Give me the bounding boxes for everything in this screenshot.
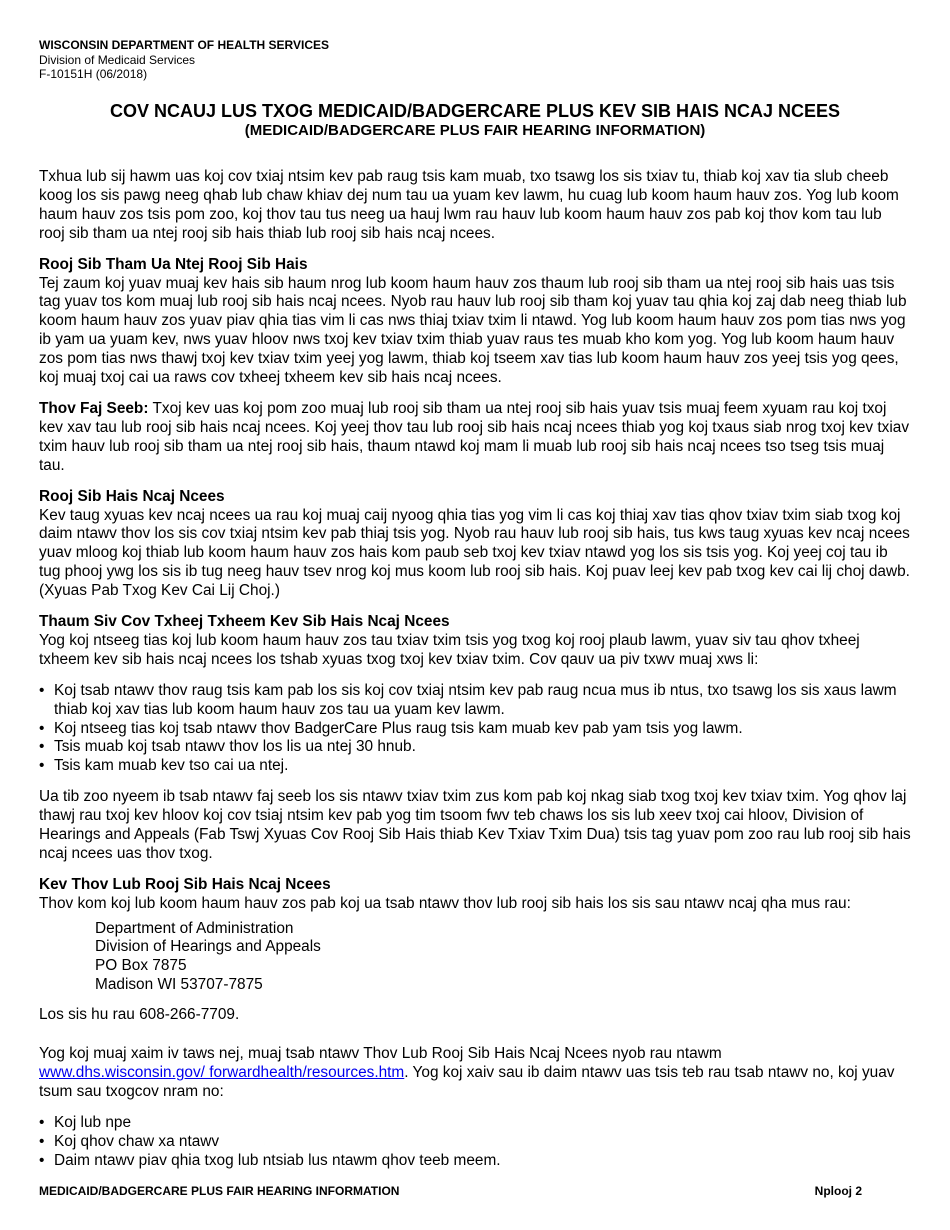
phone-paragraph: Los sis hu rau 608-266-7709. [39,1006,240,1024]
address-line: PO Box 7875 [95,956,187,974]
page-number: Nplooj 2 [814,1184,862,1198]
form-text-after: . Yog koj xaiv sau ib daim ntawv uas tsis teb rau tsab ntawv no, koj yuav tsum sau txogcov nram no: [39,1063,895,1100]
resources-link[interactable]: www.dhs.wisconsin.gov/ forwardhealth/resources.htm [39,1063,405,1081]
fair-hearing-heading: Rooj Sib Hais Ncaj Ncees [39,487,225,505]
address-line: Department of Administration [95,919,294,937]
request-list [39,1114,911,1171]
list-item: • Daim ntawv piav qhia txog lub ntsiab lus ntawm qhov teeb meem. [39,1152,911,1171]
title-subtitle: (MEDICAID/BADGERCARE PLUS FAIR HEARING INFORMATION) [244,122,706,139]
form-paragraph [39,1045,911,1102]
document-header [39,38,329,82]
list-item: • Koj tsab ntawv thov raug tsis kam pab los sis koj cov txiaj ntsim kev pab raug ncua mus ib ntus, txo tsawg los sis xaus lawm thiab koj xav tias lub koom haum hauv zos tau ua yuam kev lawm. [39,682,911,720]
request-heading: Kev Thov Lub Rooj Sib Hais Ncaj Ncees [39,875,331,893]
org-name: WISCONSIN DEPARTMENT OF HEALTH SERVICES [39,38,330,52]
note-paragraph [39,400,911,476]
intro-paragraph: Txhua lub sij hawm uas koj cov txiaj ntsim kev pab raug tsis kam muab, txo tsawg los sis txiav tu, thiab koj xav tia slub cheeb koog los sis pawg neeg qhab lub chaw khiav dej num tau ua yuam kev lawm, hu cuag lub koom haum hauv zos. Yog lub koom haum hauv zos tsis pom zoo, koj thov tau tus neeg ua hauj lwm rau hauv lub koom haum hauv zos pab koj thov kom tau lub rooj sib tham ua ntej rooj sib hais thiab lub rooj sib hais ncaj ncees. [39,168,899,242]
pre-hearing-paragraph: Tej zaum koj yuav muaj kev hais sib haum nrog lub koom haum hauv zos thaum lub rooj sib tham ua ntej rooj sib hais uas tsis tag yuav tos kom muaj lub rooj sib hais ncaj ncees. Nyob rau hauv lub rooj sib tham koj yuav tau qhia koj zaj dab neeg thiab lub koom haum hauv zos yuav piav qhia tias vim li cas nws thiaj txiav txim li ntawd. Yog lub koom haum hauv zos pom tias nws yog ib yam ua yuam kev, nws yuav hloov nws txoj kev txiav txim thiab yuav raus tes muab kho kom yog. Yog lub koom haum hauv zos pom tias nws thawj txoj kev txiav txim yeej yog lawm, thiab koj tseem xav tias lub koom haum hauv zos yeej tsis yog qees, koj muaj txoj cai ua raws cov txheej txheem kev sib hais ncaj ncees. [39,274,907,387]
footer-label: MEDICAID/BADGERCARE PLUS FAIR HEARING INFORMATION [39,1184,400,1198]
address-line: Division of Hearings and Appeals [95,938,321,956]
title-main: COV NCAUJ LUS TXOG MEDICAID/BADGERCARE PLUS KEV SIB HAIS NCAJ NCEES [109,101,841,121]
list-item: • Tsis muab koj tsab ntawv thov los lis ua ntej 30 hnub. [39,738,911,757]
list-item: • Koj lub npe [39,1114,911,1133]
form-id: F-10151H (06/2018) [39,67,148,81]
document-body [39,168,911,1182]
note-label: Thov Faj Seeb: [39,399,149,417]
when-paragraph: Yog koj ntseeg tias koj lub koom haum hauv zos tau txiav txim tsis yog txog koj rooj plaub lawm, yuav siv tau qhov txheej txheem kev sib hais ncaj ncees los tshab xyuas txog txoj kev txiav txim. Cov qauv ua piv txwv muaj xws li: [39,631,860,668]
list-item: • Tsis kam muab kev tso cai ua ntej. [39,757,911,776]
document-title [0,100,950,140]
list-item: • Koj ntseeg tias koj tsab ntawv thov BadgerCare Plus raug tsis kam muab kev pab yam tsis yog lawm. [39,720,911,739]
address-line: Madison WI 53707-7875 [95,975,263,993]
list-item: • Koj qhov chaw xa ntawv [39,1133,911,1152]
when-after-paragraph: Ua tib zoo nyeem ib tsab ntawv faj seeb los sis ntawv txiav txim zus kom pab koj nkag siab txog txoj kev txiav txim. Yog qhov laj thawj rau txoj kev hloov koj cov tsiaj ntsim kev pab yog tim tsoom fwv teb chaws los sis lub xeev txoj cai hloov, Division of Hearings and Appeals (Fab Tswj Xyuas Cov Rooj Sib Hais thiab Kev Txiav Txim Dua) tsis tag yuav pom zoo rau lub rooj sib hais ncaj ncees uas thov txog. [39,788,911,862]
when-list [39,682,911,777]
form-text-before: Yog koj muaj xaim iv taws nej, muaj tsab ntawv Thov Lub Rooj Sib Hais Ncaj Ncees nyob rau ntawm [39,1045,722,1062]
mailing-address [95,920,911,994]
division-name: Division of Medicaid Services [39,52,196,67]
request-paragraph: Thov kom koj lub koom haum hauv zos pab koj ua tsab ntawv thov lub rooj sib hais los sis sau ntawv ncaj qha mus rau: [39,894,851,912]
page-footer [39,1184,862,1198]
fair-hearing-paragraph: Kev taug xyuas kev ncaj ncees ua rau koj muaj caij nyoog qhia tias yog vim li cas koj thiaj xav tias qhov txiav txim siab txog koj daim ntawv thov los sis cov txiaj ntsim kev pab thiaj tsis yog. Nyob rau hauv lub rooj sib hais, tus kws taug xyuas kev ncaj ncees yuav mloog koj thiab lub koom haum hauv zos hais kom paub seb txoj kev txiav ntawd yog los sis tsis yog. Koj yeej coj tau ib tug phooj ywg los sis ib tug neeg hauv tsev nrog koj mus koom lub rooj sib hais. Koj puav leej kev pab txog kev cai lij choj dawb. (Xyuas Pab Txog Kev Cai Lij Choj.) [39,506,910,600]
when-heading: Thaum Siv Cov Txheej Txheem Kev Sib Hais Ncaj Ncees [39,613,450,631]
pre-hearing-heading: Rooj Sib Tham Ua Ntej Rooj Sib Hais [39,255,308,273]
note-text: Txoj kev uas koj pom zoo muaj lub rooj sib tham ua ntej rooj sib hais yuav tsis muaj feem xyuam rau koj txoj kev xav tau lub rooj sib hais ncaj ncees. Koj yeej thov tau lub rooj sib hais ncaj ncees thiab yog koj txaus siab nrog txoj kev txiav txim hauv lub rooj sib tham ua ntej rooj sib hais, thaum ntawd koj mam li muab lub rooj sib hais ncaj ncees tso tseg tsis muaj tau. [39,399,910,474]
